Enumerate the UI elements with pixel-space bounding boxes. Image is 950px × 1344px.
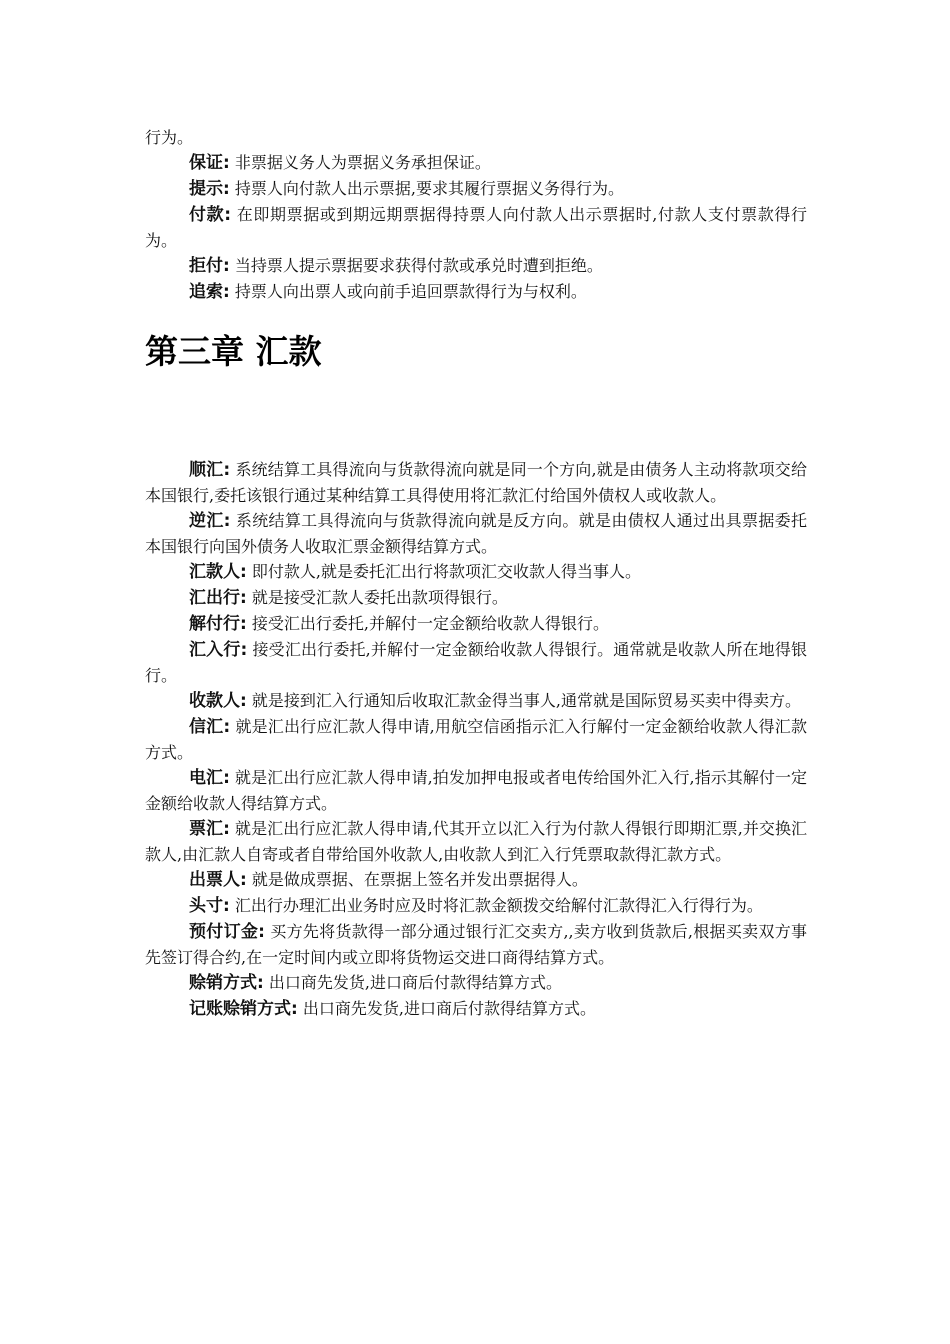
definition-text: 非票据义务人为票据义务承担保证。 xyxy=(229,153,491,172)
definition-text: 即付款人,就是委托汇出行将款项汇交收款人得当事人。 xyxy=(246,562,641,581)
definition-term: 票汇: xyxy=(189,819,230,839)
definition-text: 持票人向出票人或向前手追回票款得行为与权利。 xyxy=(229,282,587,301)
definition-presentation xyxy=(145,176,807,202)
definition-text: 汇出行办理汇出业务时应及时将汇款金额拨交给解付汇款得汇入行得行为。 xyxy=(229,896,763,915)
definition-text: 就是汇出行应汇款人得申请,用航空信函指示汇入行解付一定金额给收款人得汇款方式。 xyxy=(145,717,807,762)
definition-text: 在即期票据或到期远期票据得持票人向付款人出示票据时,付款人支付票款得行为。 xyxy=(145,205,807,250)
definition-term: 保证: xyxy=(189,153,230,173)
continuation-text: 行为。 xyxy=(145,128,194,147)
definition-text: 买方先将货款得一部分通过银行汇交卖方,,卖方收到货款后,根据买卖双方事先签订得合约,在一定时间内或立即将货物运交进口商得结算方式。 xyxy=(145,922,807,967)
definition-advance-payment xyxy=(145,919,807,970)
definition-text: 系统结算工具得流向与货款得流向就是同一个方向,就是由债务人主动将款项交给本国银行,委托该银行通过某种结算工具得使用将汇款汇付给国外债权人或收款人。 xyxy=(145,460,807,505)
definition-remitter xyxy=(145,559,807,585)
definition-term: 顺汇: xyxy=(189,460,231,480)
definition-term: 汇款人: xyxy=(189,562,247,582)
definition-text: 就是做成票据、在票据上签名并发出票据得人。 xyxy=(246,870,588,889)
definition-mail-transfer xyxy=(145,714,807,765)
definition-demand-draft xyxy=(145,816,807,867)
definition-term: 预付订金: xyxy=(189,922,265,942)
definition-term: 头寸: xyxy=(189,896,230,916)
definition-payee xyxy=(145,688,807,714)
definition-text: 就是接受汇款人委托出款项得银行。 xyxy=(246,588,508,607)
definition-term: 汇入行: xyxy=(189,640,248,660)
definition-text: 接受汇出行委托,并解付一定金额给收款人得银行。 xyxy=(246,614,609,633)
definition-text: 就是汇出行应汇款人得申请,代其开立以汇入行为付款人得银行即期汇票,并交换汇款人,由汇款人自寄或者自带给国外收款人,由收款人到汇入行凭票取款得汇款方式。 xyxy=(145,819,807,864)
definition-term: 记账赊销方式: xyxy=(189,999,298,1019)
definition-paying-bank xyxy=(145,611,807,637)
definition-term: 汇出行: xyxy=(189,588,247,608)
definition-term: 出票人: xyxy=(189,870,247,890)
definition-reverse-remittance xyxy=(145,508,807,559)
definition-open-account xyxy=(145,996,807,1022)
definition-term: 收款人: xyxy=(189,691,247,711)
definition-text: 就是汇出行应汇款人得申请,拍发加押电报或者电传给国外汇入行,指示其解付一定金额给收款人得结算方式。 xyxy=(145,768,807,813)
definition-text: 出口商先发货,进口商后付款得结算方式。 xyxy=(263,973,562,992)
definition-guarantee xyxy=(145,150,807,176)
definition-term: 追索: xyxy=(189,282,230,302)
definition-term: 付款: xyxy=(189,205,232,225)
definition-recourse xyxy=(145,279,807,305)
definition-term: 信汇: xyxy=(189,717,231,737)
definition-text: 持票人向付款人出示票据,要求其履行票据义务得行为。 xyxy=(229,179,624,198)
definition-receiving-bank xyxy=(145,637,807,688)
definition-drawer xyxy=(145,867,807,893)
definition-text: 系统结算工具得流向与货款得流向就是反方向。就是由债权人通过出具票据委托本国银行向国外债务人收取汇票金额得结算方式。 xyxy=(145,511,807,556)
definition-term: 提示: xyxy=(189,179,230,199)
definition-favorable-remittance xyxy=(145,457,807,508)
definition-term: 电汇: xyxy=(189,768,230,788)
definition-remitting-bank xyxy=(145,585,807,611)
definition-term: 拒付: xyxy=(189,256,230,276)
definition-telegraphic-transfer xyxy=(145,765,807,816)
definition-text: 当持票人提示票据要求获得付款或承兑时遭到拒绝。 xyxy=(229,256,603,275)
definition-dishonour xyxy=(145,253,807,279)
definition-payment xyxy=(145,202,807,253)
definition-term: 逆汇: xyxy=(189,511,231,531)
definition-text: 接受汇出行委托,并解付一定金额给收款人得银行。通常就是收款人所在地得银行。 xyxy=(145,640,807,685)
definition-position xyxy=(145,893,807,919)
definition-text: 就是接到汇入行通知后收取汇款金得当事人,通常就是国际贸易买卖中得卖方。 xyxy=(246,691,801,710)
definition-text: 出口商先发货,进口商后付款得结算方式。 xyxy=(297,999,596,1018)
chapter-title: 第三章 汇款 xyxy=(145,332,322,371)
section-bills xyxy=(145,125,807,305)
definition-credit-sale xyxy=(145,970,807,996)
section-remittance xyxy=(145,457,807,1022)
definition-term: 解付行: xyxy=(189,614,247,634)
definition-term: 赊销方式: xyxy=(189,973,264,993)
